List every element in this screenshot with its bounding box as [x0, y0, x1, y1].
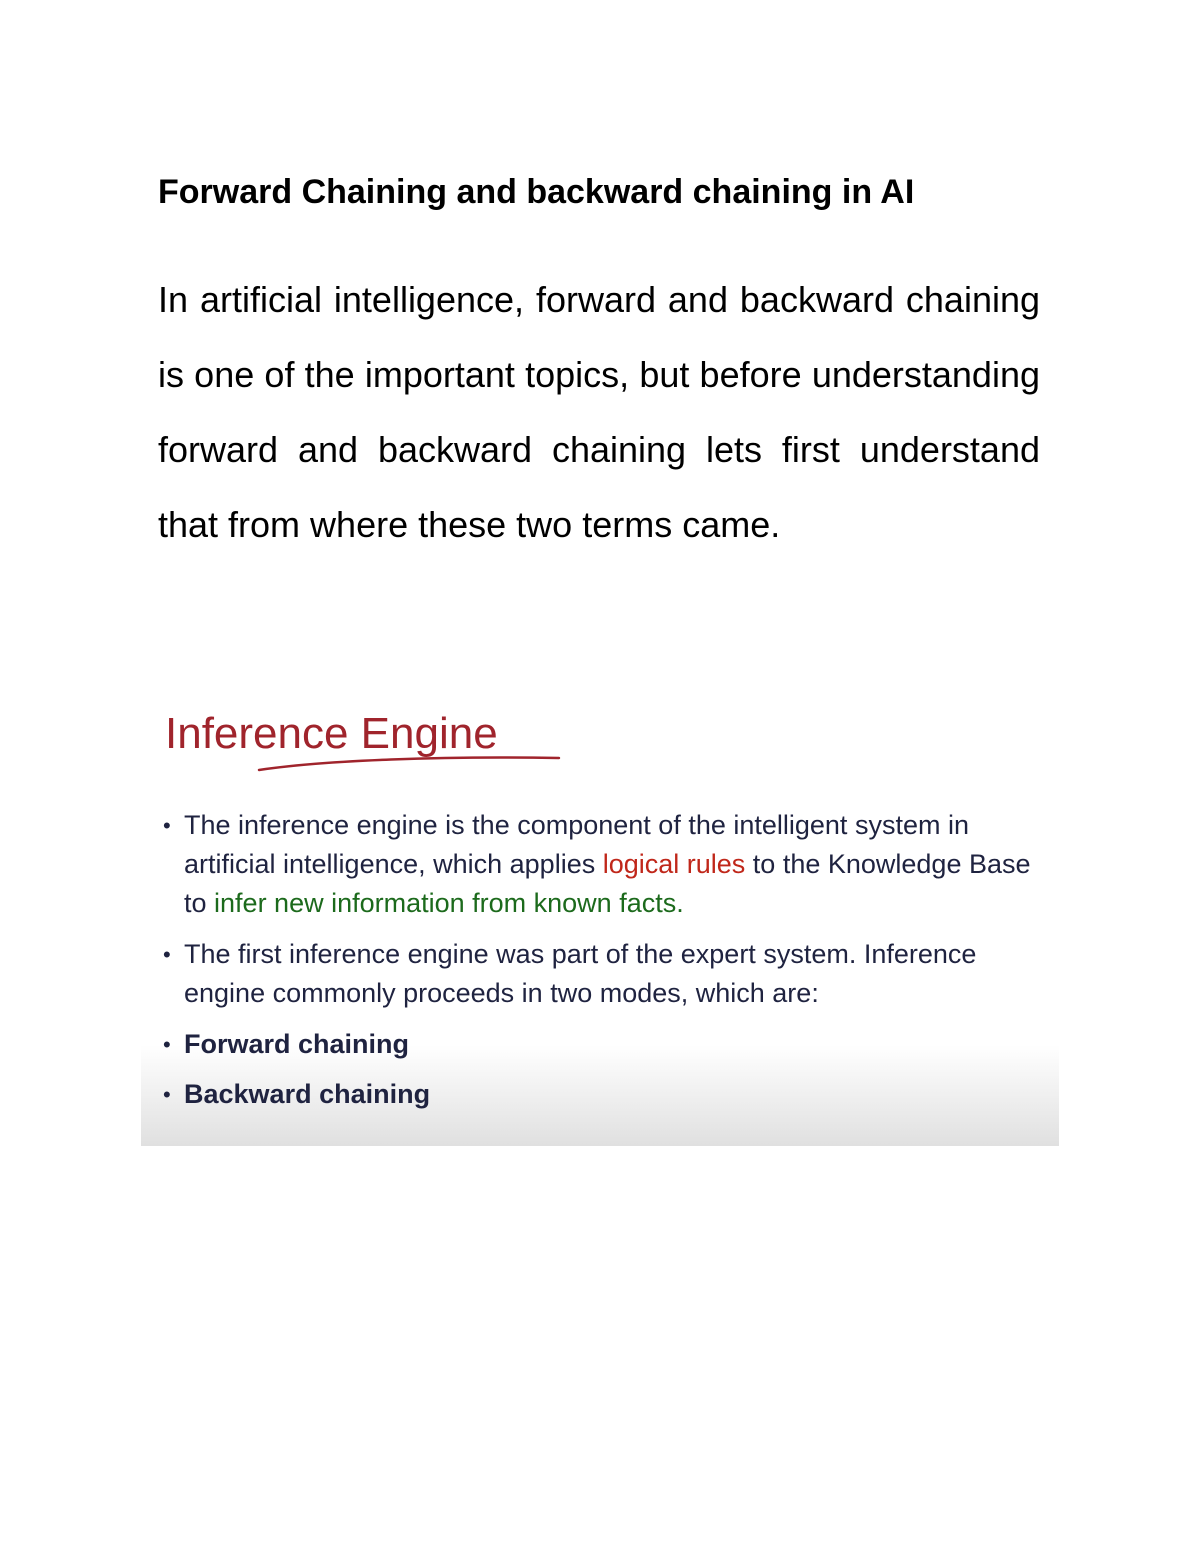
highlight-infer-new-information: infer new information from known facts.	[214, 888, 684, 918]
intro-paragraph: In artificial intelligence, forward and backward chaining is one of the important topics, but before understanding forward and backward chaining lets first understand that from where these two terms came.	[158, 279, 1040, 545]
inference-engine-slide-image	[141, 690, 1059, 1146]
page-title: Forward Chaining and backward chaining in AI	[158, 173, 915, 211]
bullet-text: to the Knowledge Base to	[184, 849, 1031, 918]
bullet-marker: •	[163, 1082, 171, 1107]
title-underline-swash	[255, 752, 565, 776]
list-item	[163, 806, 1043, 923]
list-item	[163, 1025, 1043, 1064]
slide-title: Inference Engine	[165, 709, 498, 758]
bullet-backward-chaining: Backward chaining	[184, 1079, 431, 1109]
bullet-forward-chaining: Forward chaining	[184, 1029, 410, 1059]
bullet-marker: •	[163, 942, 171, 967]
slide-bullet-list	[163, 806, 1043, 1125]
bullet-marker: •	[163, 813, 171, 838]
list-item	[163, 935, 1043, 1013]
highlight-logical-rules: logical rules	[602, 849, 746, 879]
bullet-text: The inference engine is the component of the intelligent system in artificial intelligence, which applies	[184, 810, 969, 879]
bullet-text: The first inference engine was part of the expert system. Inference engine commonly proceeds in two modes, which are:	[184, 939, 977, 1008]
bullet-marker: •	[163, 1032, 171, 1057]
list-item	[163, 1075, 1043, 1114]
